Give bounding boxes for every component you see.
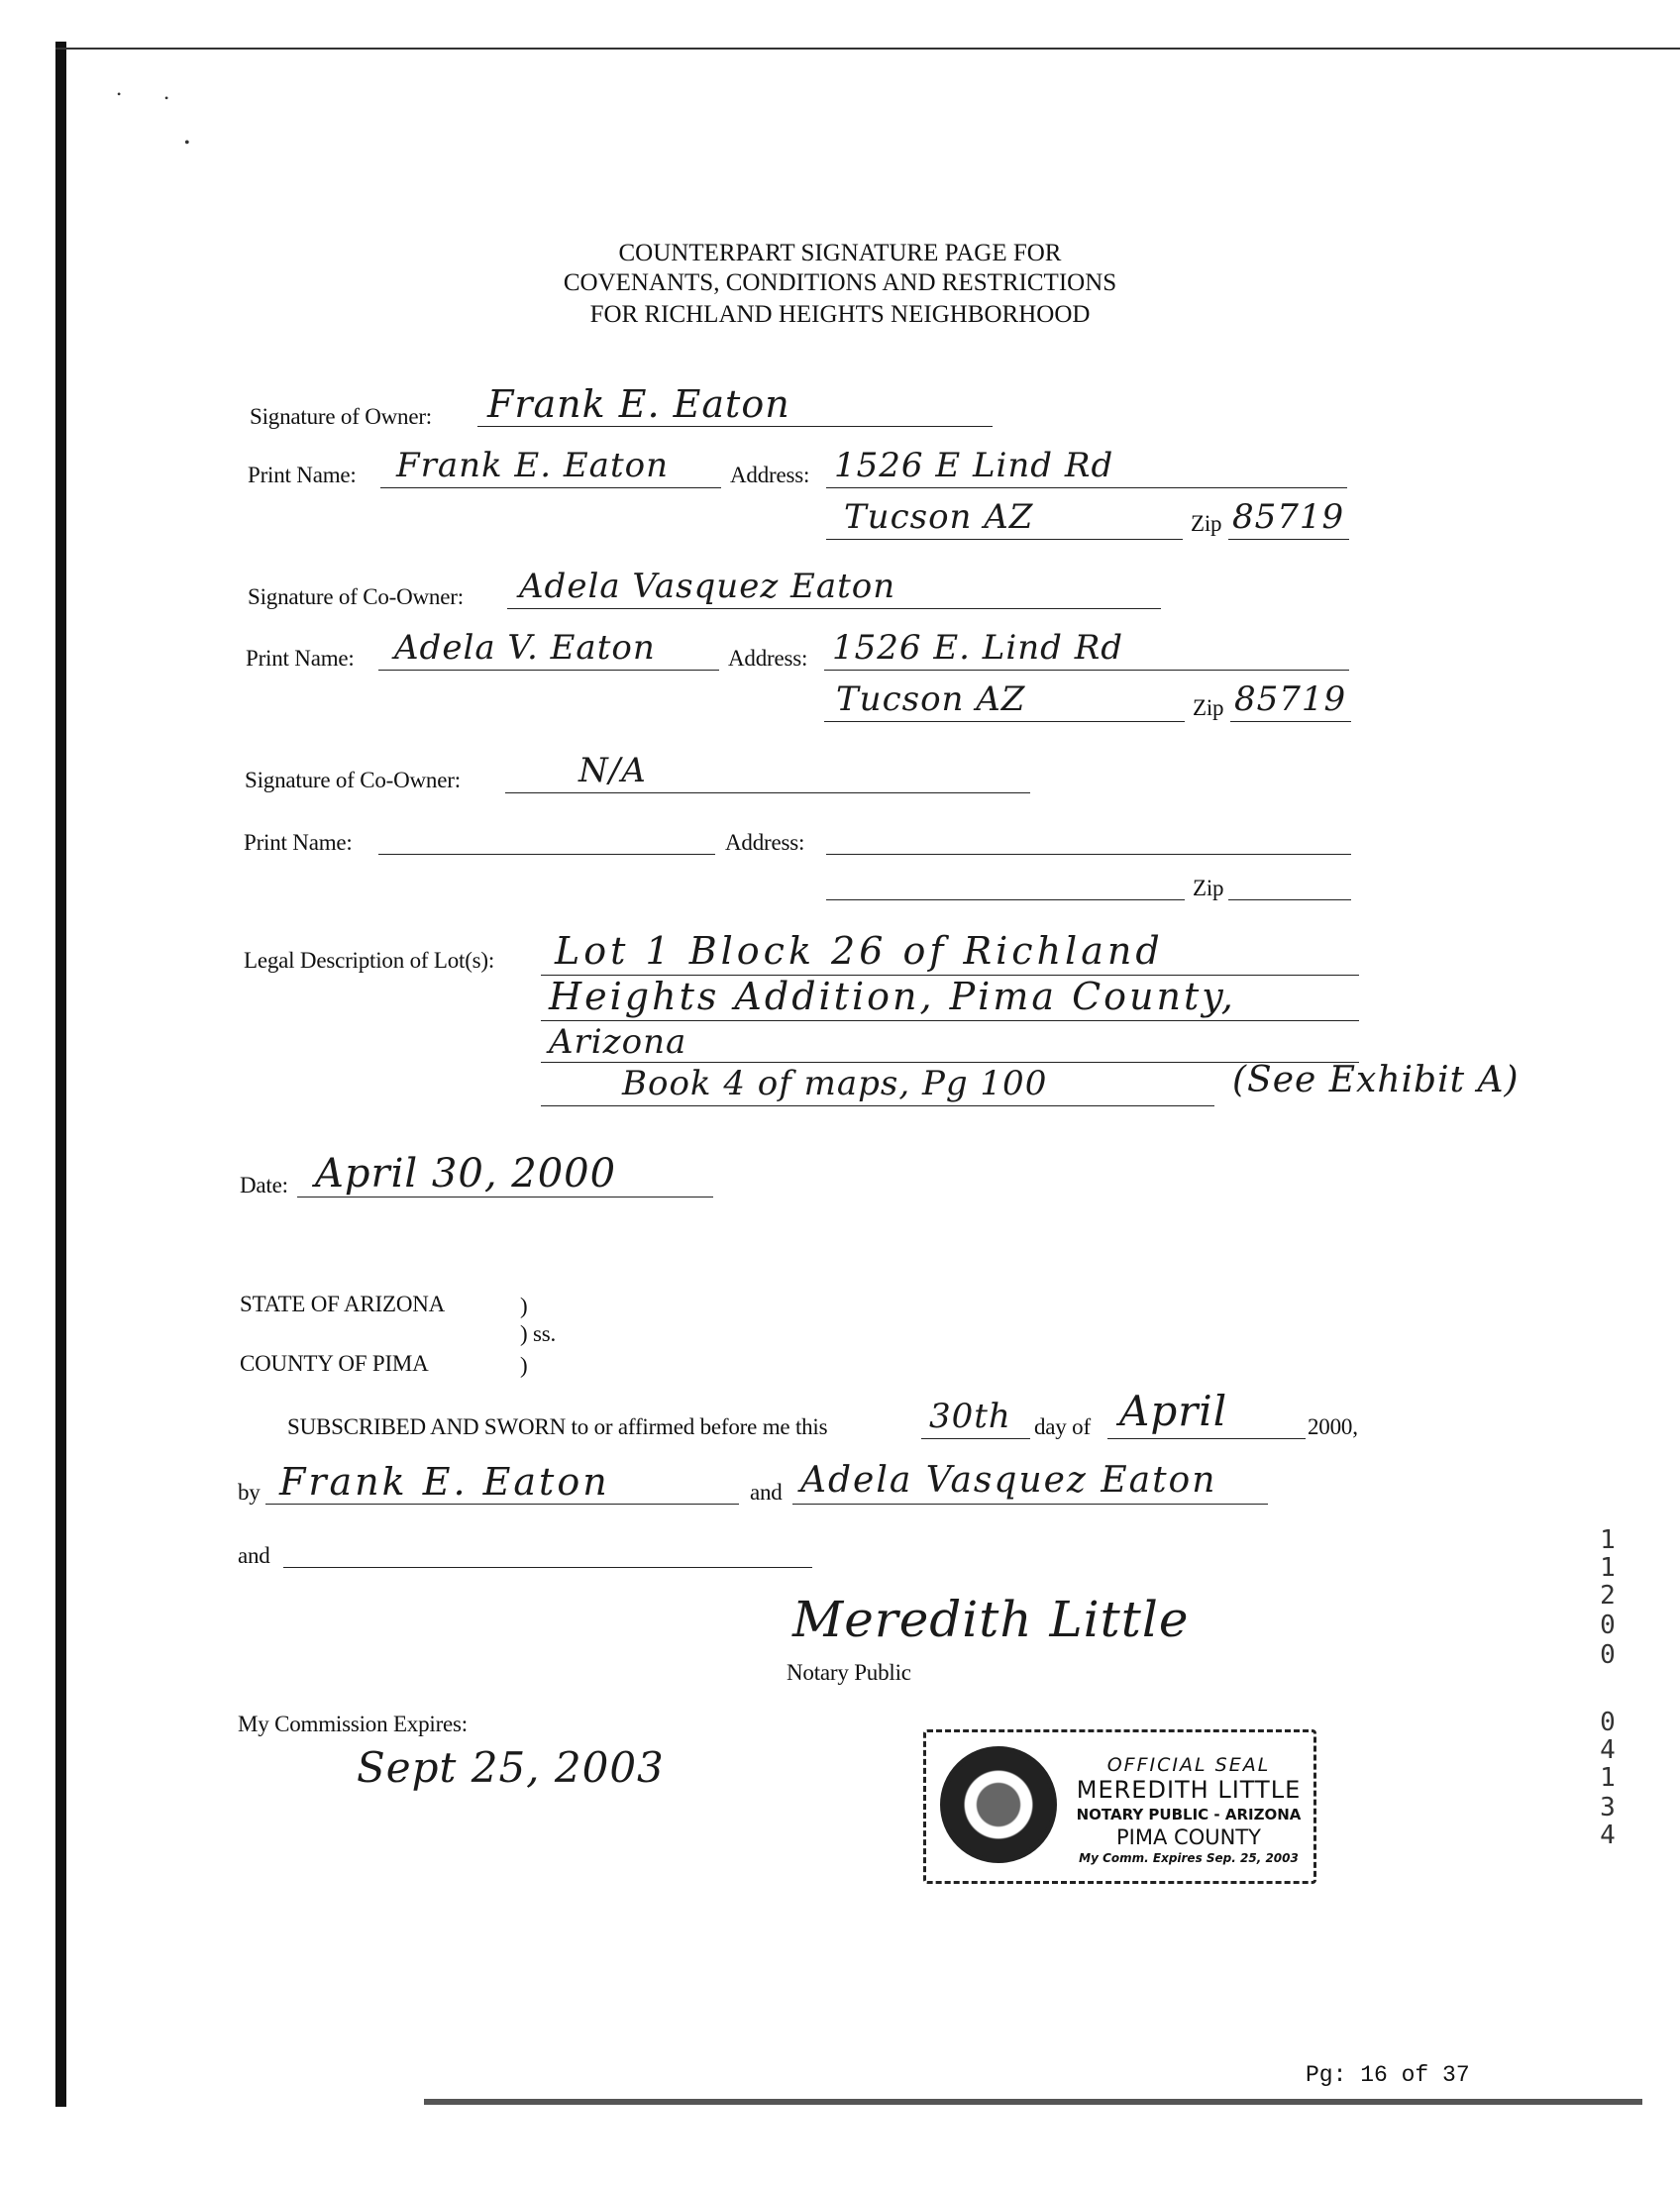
side-number: 4 [1600,1821,1616,1850]
scan-left-border [55,42,66,2107]
day-value: 30th [929,1397,1011,1436]
by-name-1-line [265,1504,739,1505]
header-line-2: COVENANTS, CONDITIONS AND RESTRICTIONS [563,269,1117,296]
legal-description-label: Legal Description of Lot(s): [244,948,495,973]
side-number: 4 [1600,1735,1616,1765]
scan-speck: • [184,135,190,152]
seal-line-3: NOTARY PUBLIC - ARIZONA [1076,1806,1302,1823]
co-owner-2-address-line-2 [826,899,1185,900]
state-seal-emblem-icon [940,1746,1057,1863]
co-owner-1-print-name-line [378,670,719,671]
month-line [1107,1438,1306,1439]
seal-line-5: My Comm. Expires Sep. 25, 2003 [1079,1851,1299,1865]
co-owner-1-print-name-label: Print Name: [246,646,355,671]
paren-bottom: ) [520,1353,528,1378]
owner-address-line-1 [826,487,1347,488]
legal-text-1: Lot 1 Block 26 of Richland [555,929,1164,973]
co-owner-2-address-label: Address: [725,830,805,855]
co-owner-1-address-line-1 [824,670,1349,671]
date-value: April 30, 2000 [315,1151,617,1197]
side-number: 1 [1600,1525,1616,1555]
scan-top-edge [55,48,1680,50]
legal-line-4 [541,1105,1214,1106]
co-owner-2-zip-label: Zip [1193,876,1224,900]
co-owner-1-address-2: Tucson AZ [836,679,1026,719]
seal-line-4: PIMA COUNTY [1116,1825,1261,1849]
side-number: 1 [1600,1763,1616,1793]
side-number: 0 [1600,1640,1616,1670]
owner-address-2: Tucson AZ [844,497,1034,537]
owner-signature: Frank E. Eaton [487,382,790,426]
co-owner-1-address-line-2 [824,721,1185,722]
seal-line-2: MEREDITH LITTLE [1076,1776,1302,1804]
co-owner-1-zip: 85719 [1234,679,1347,719]
owner-print-name: Frank E. Eaton [396,446,669,485]
co-owner-1-address-label: Address: [728,646,808,671]
seal-line-1: OFFICIAL SEAL [1106,1754,1271,1776]
day-line [921,1438,1030,1439]
co-owner-1-address-1: 1526 E. Lind Rd [832,628,1124,668]
header-line-3: FOR RICHLAND HEIGHTS NEIGHBORHOOD [589,301,1091,328]
co-owner-1-print-name: Adela V. Eaton [394,628,656,668]
co-owner-1-zip-label: Zip [1193,695,1224,720]
scan-bottom-edge [424,2099,1642,2105]
by-name-2: Adela Vasquez Eaton [800,1460,1217,1501]
owner-signature-line [477,426,993,427]
side-number: 1 [1600,1553,1616,1583]
date-label: Date: [240,1173,288,1198]
side-number: 0 [1600,1708,1616,1737]
paren-top: ) [520,1294,528,1318]
notary-signature: Meredith Little [792,1591,1190,1648]
commission-label: My Commission Expires: [238,1712,469,1736]
and-label: and [750,1480,783,1505]
day-of-label: day of [1034,1414,1091,1439]
co-owner-1-signature-line [507,608,1161,609]
paren-ss: ) ss. [520,1321,557,1346]
legal-exhibit-note: (See Exhibit A) [1232,1060,1520,1100]
and-2-label: and [238,1543,270,1568]
co-owner-2-print-name-line [378,854,715,855]
owner-address-line-2 [826,539,1183,540]
co-owner-2-signature-line [505,792,1030,793]
legal-text-4: Book 4 of maps, Pg 100 [622,1064,1048,1103]
owner-address-label: Address: [730,463,810,487]
co-owner-2-signature-label: Signature of Co-Owner: [245,768,461,792]
owner-zip-label: Zip [1191,511,1222,536]
co-owner-2-signature: N/A [578,751,647,790]
official-seal-stamp [923,1729,1316,1884]
and-2-line [283,1567,812,1568]
sworn-text: SUBSCRIBED AND SWORN to or affirmed before me this [287,1414,828,1439]
owner-zip: 85719 [1232,497,1345,537]
legal-line-2 [541,1020,1359,1021]
scan-speck: • [164,91,169,105]
notary-public-label: Notary Public [787,1660,911,1685]
co-owner-2-zip-line [1228,899,1351,900]
by-label: by [238,1480,261,1505]
legal-text-2: Heights Addition, Pima County, [549,975,1236,1018]
co-owner-2-address-line-1 [826,854,1351,855]
owner-signature-label: Signature of Owner: [250,404,432,429]
owner-print-name-label: Print Name: [248,463,357,487]
owner-print-name-line [380,487,721,488]
commission-value: Sept 25, 2003 [357,1743,665,1792]
by-name-2-line [792,1504,1268,1505]
month-value: April [1119,1387,1228,1435]
year-text: 2000, [1308,1414,1358,1439]
scan-speck: • [117,87,122,101]
county-label: COUNTY OF PIMA [240,1351,429,1376]
side-number: 3 [1600,1793,1616,1822]
date-line [297,1197,713,1198]
header-line-1: COUNTERPART SIGNATURE PAGE FOR [618,240,1062,266]
side-number: 2 [1600,1581,1616,1611]
by-name-1: Frank E. Eaton [279,1460,610,1504]
co-owner-2-print-name-label: Print Name: [244,830,353,855]
co-owner-1-signature: Adela Vasquez Eaton [519,567,896,606]
co-owner-1-signature-label: Signature of Co-Owner: [248,584,464,609]
legal-text-3: Arizona [549,1022,687,1062]
co-owner-1-zip-line [1230,721,1351,722]
page-number: Pg: 16 of 37 [1306,2062,1470,2088]
owner-address-1: 1526 E Lind Rd [834,446,1114,485]
state-label: STATE OF ARIZONA [240,1292,446,1316]
side-number: 0 [1600,1611,1616,1640]
owner-zip-line [1228,539,1349,540]
